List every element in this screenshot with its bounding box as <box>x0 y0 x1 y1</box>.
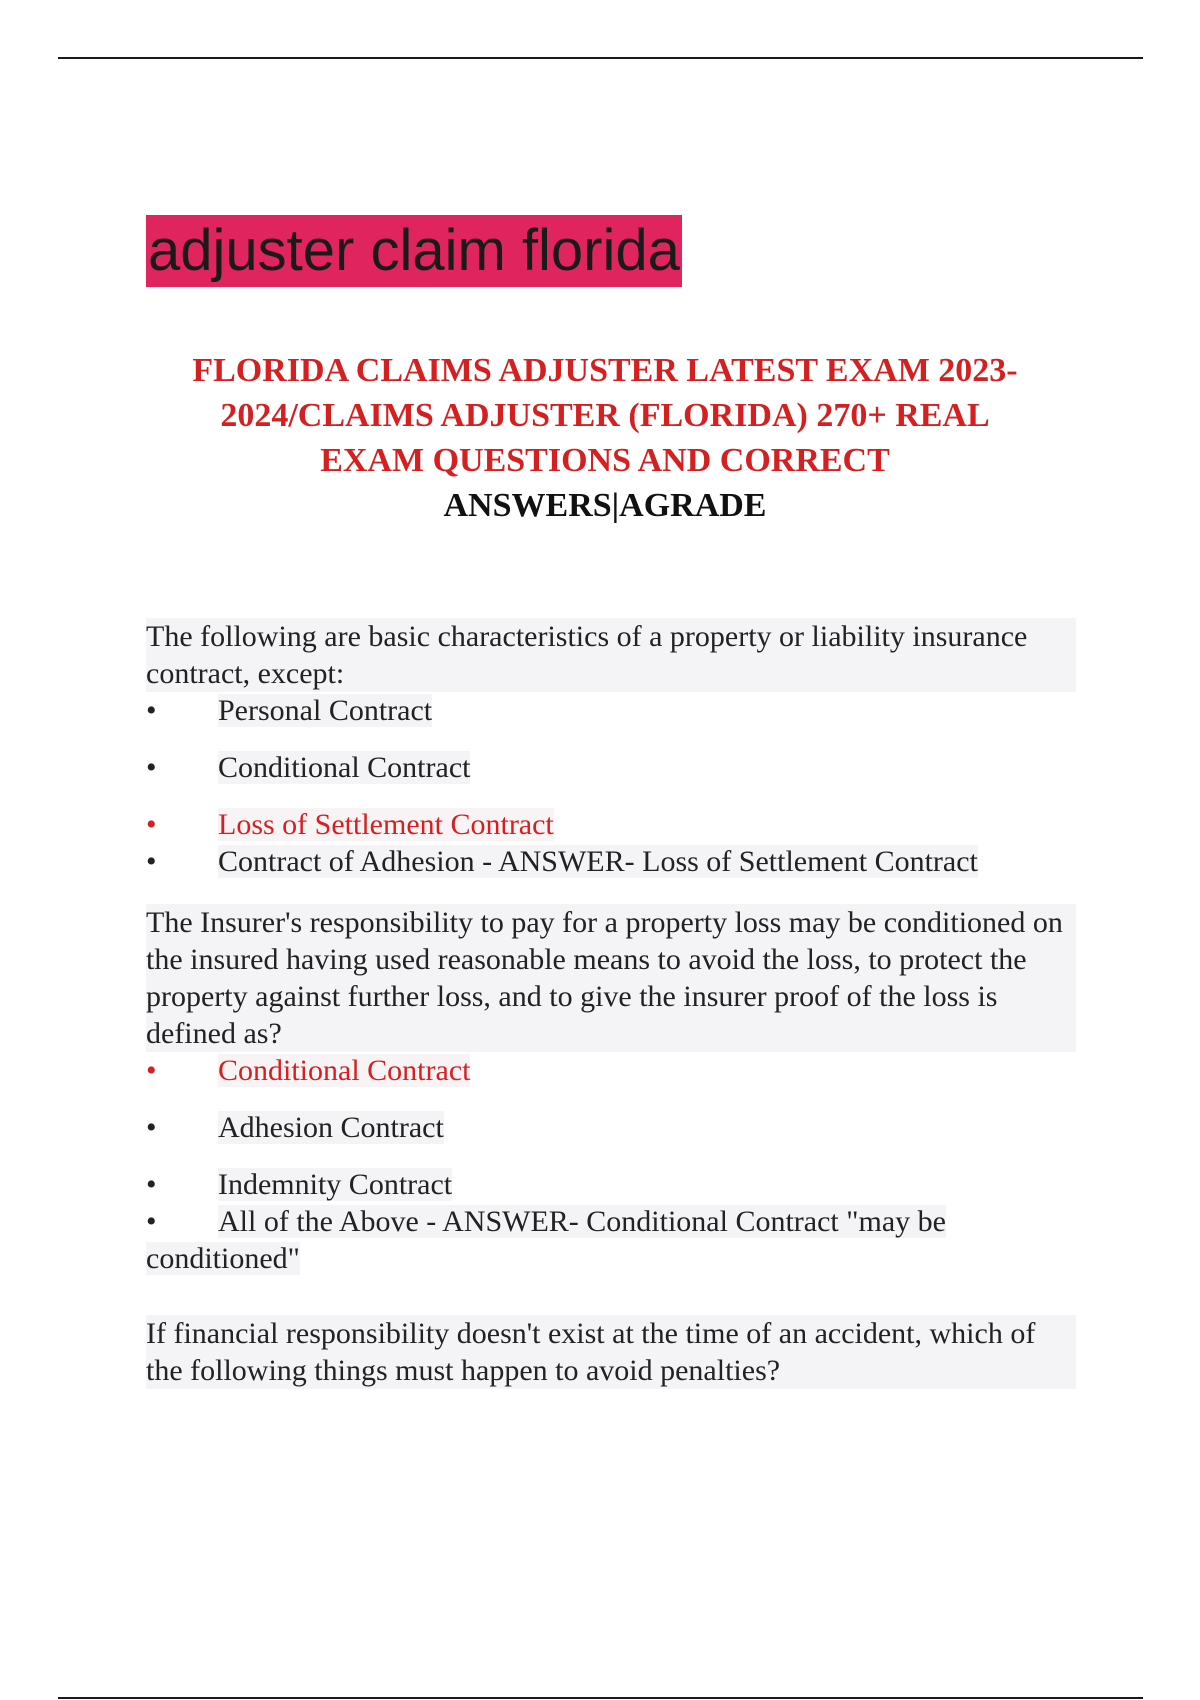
answer-option <box>146 1203 1076 1277</box>
option-text: All of the Above - ANSWER- Conditional Contract "may be conditioned" <box>146 1205 946 1275</box>
option-text: Indemnity Contract <box>218 1168 453 1201</box>
option-text: Adhesion Contract <box>218 1111 444 1144</box>
answer-option <box>146 1109 1076 1146</box>
title-line-answers: ANSWERS|AGRADE <box>443 487 767 524</box>
answer-option <box>146 1166 1076 1203</box>
question-block <box>146 618 1076 880</box>
bullet: • <box>146 1111 157 1144</box>
question-list <box>146 618 1076 1389</box>
bottom-rule <box>58 1697 1143 1699</box>
bullet: • <box>146 845 157 878</box>
answer-option-correct <box>146 1052 1076 1089</box>
question-text: The Insurer's responsibility to pay for a property loss may be conditioned on the insured having used reasonable means to avoid the loss, to protect the property against further loss, and to give the insurer proof of the loss is defined as? <box>146 904 1076 1052</box>
question-text: The following are basic characteristics of a property or liability insurance contract, except: <box>146 618 1076 692</box>
title-line: FLORIDA CLAIMS ADJUSTER LATEST EXAM 2023- <box>192 352 1018 389</box>
option-text: Conditional Contract <box>218 1054 471 1087</box>
question-text: If financial responsibility doesn't exist at the time of an accident, which of the following things must happen to avoid penalties? <box>146 1315 1076 1389</box>
option-text: Conditional Contract <box>218 751 471 784</box>
tag-banner: adjuster claim florida <box>146 215 682 287</box>
bullet: • <box>146 808 157 841</box>
title-line: 2024/CLAIMS ADJUSTER (FLORIDA) 270+ REAL <box>220 397 990 434</box>
option-text: Personal Contract <box>218 694 433 727</box>
question-block <box>146 904 1076 1277</box>
answer-option-correct <box>146 806 1076 843</box>
bullet: • <box>146 1168 157 1201</box>
bullet: • <box>146 1054 157 1087</box>
top-rule <box>58 57 1143 59</box>
document-title <box>110 348 1100 528</box>
title-line: EXAM QUESTIONS AND CORRECT <box>320 442 890 479</box>
bullet: • <box>146 751 157 784</box>
question-block <box>146 1315 1076 1389</box>
option-text: Loss of Settlement Contract <box>218 808 554 841</box>
answer-option <box>146 843 1076 880</box>
answer-option <box>146 692 1076 729</box>
answer-option <box>146 749 1076 786</box>
bullet: • <box>146 1205 157 1238</box>
option-text: Contract of Adhesion - ANSWER- Loss of Settlement Contract <box>218 845 978 878</box>
bullet: • <box>146 694 157 727</box>
